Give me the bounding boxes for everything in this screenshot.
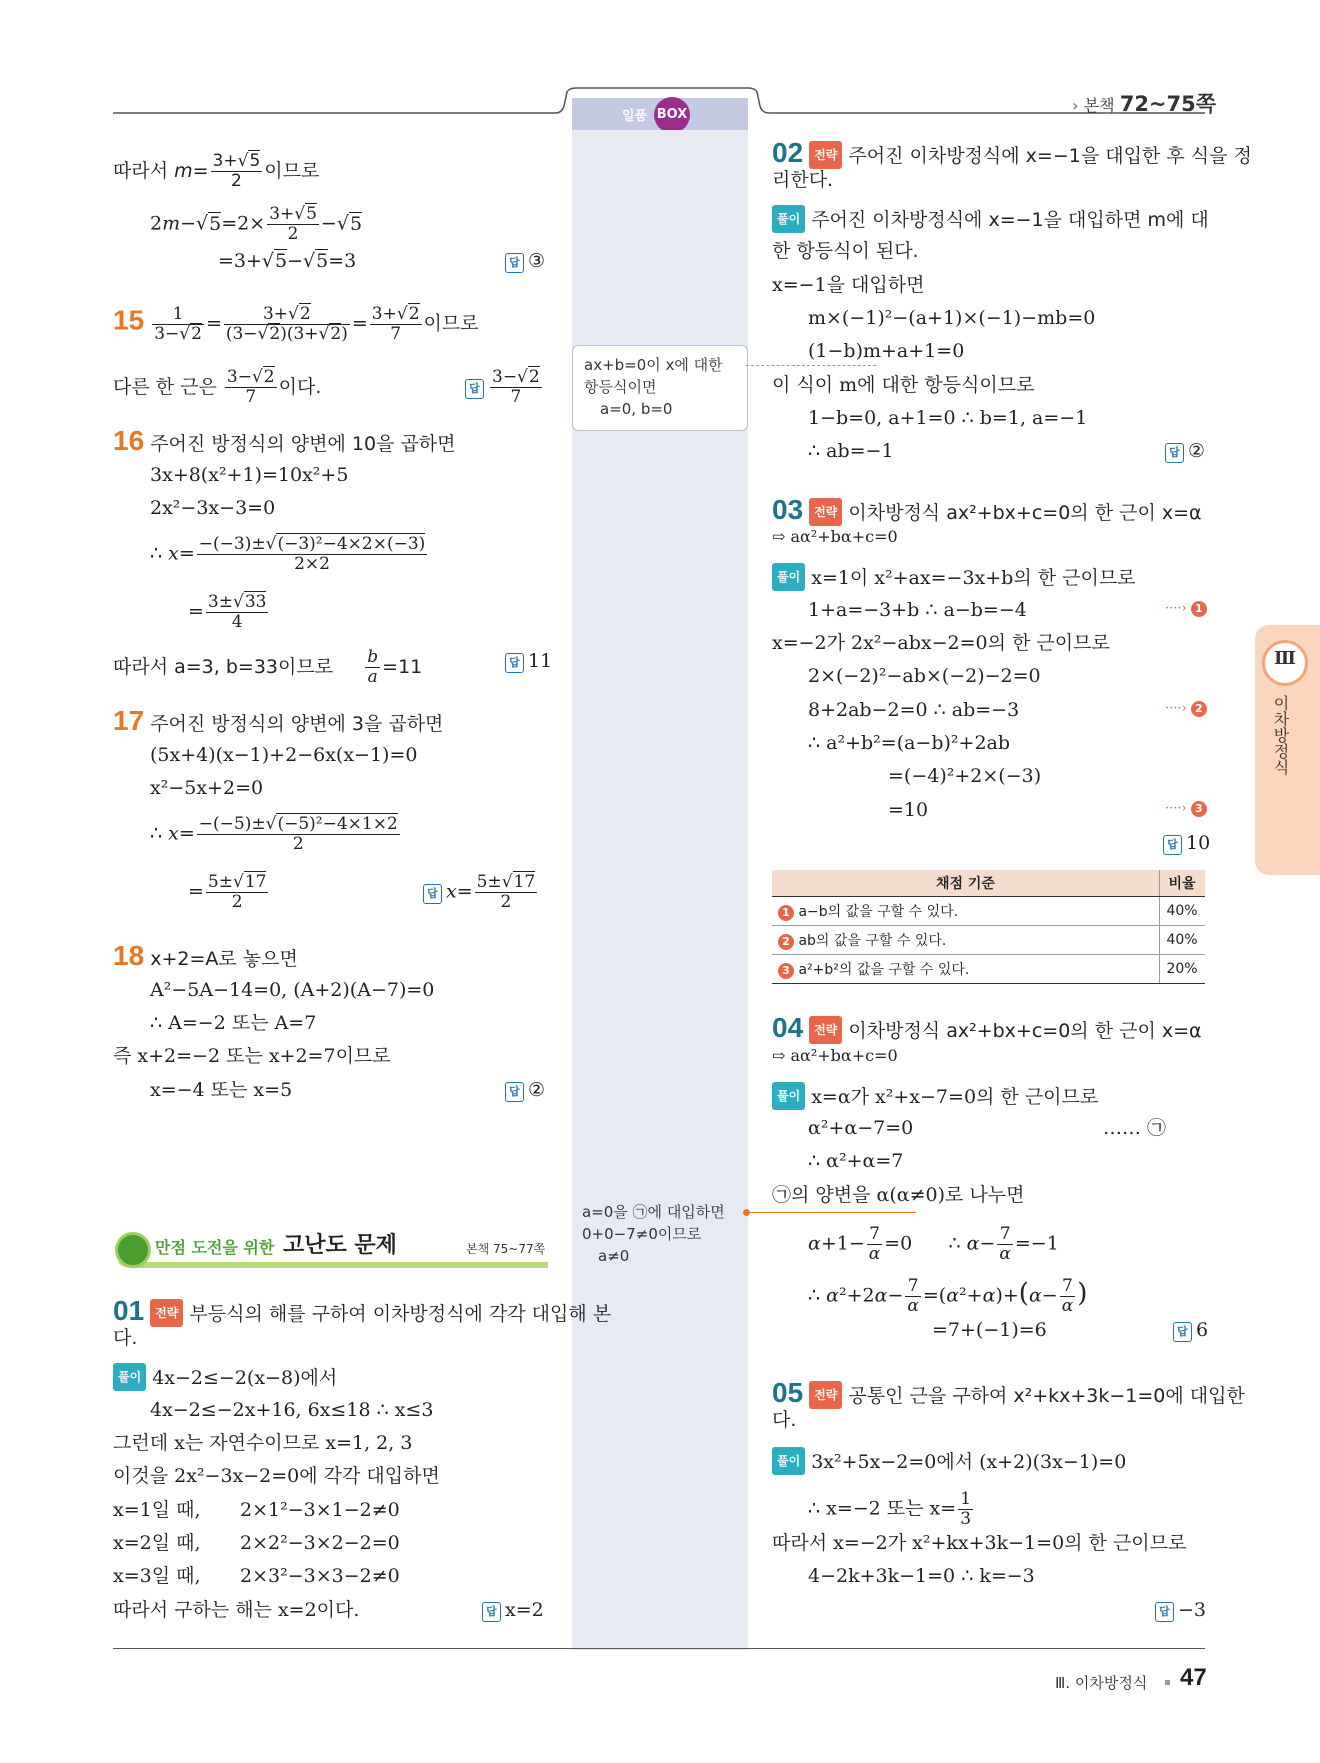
bullet-icon — [115, 1232, 151, 1268]
p03-answer: 답 10 — [1163, 830, 1210, 856]
p04-e2: ∴ α²+α=7 — [808, 1150, 904, 1172]
p16-eq4: = $\frac{3\pm√33}{4}$ — [188, 592, 267, 632]
challenge-ref: 본책 75~77쪽 — [466, 1242, 546, 1256]
box-label-pre: 일품 — [622, 109, 648, 124]
chapter-label: 이차방정식 — [1271, 695, 1290, 775]
p14-line1: 따라서 m= $\frac{3+√5}{2}$ 이므로 — [113, 151, 320, 191]
p02-answer: 답 ② — [1165, 438, 1205, 464]
p14-line2: 2m−√5=2× $\frac{3+√5}{2}$ −√5 — [150, 204, 363, 244]
strategy-tag: 전략 — [150, 1299, 183, 1327]
c01-strategy: 01 전략 부등식의 해를 구하여 이차방정식에 각각 대입해 본 — [113, 1295, 612, 1326]
book-ref: › 본책 72~75쪽 — [1072, 92, 1217, 116]
p18-intro: 18 x+2=A로 놓으면 — [113, 940, 298, 971]
c01-l8: 따라서 구하는 해는 x=2이다. — [113, 1599, 360, 1621]
page-number: 47 — [1180, 1664, 1207, 1691]
c01-l3: 그런데 x는 자연수이므로 x=1, 2, 3 — [113, 1432, 413, 1454]
p02-s4: 이 식이 m에 대한 항등식이므로 — [772, 374, 1035, 396]
p03-e6: =10 — [888, 799, 929, 821]
p14-answer: 답 ③ — [505, 248, 545, 274]
strategy-tag: 전략 — [809, 141, 842, 169]
note2-line1: a=0을 ㉠에 대입하면 — [582, 1203, 725, 1221]
p02-e2: (1−b)m+a+1=0 — [808, 340, 965, 362]
challenge-title: 고난도 문제 — [283, 1233, 397, 1258]
p16-intro: 16 주어진 방정식의 양변에 10을 곱하면 — [113, 425, 456, 456]
c01-l7: x=3일 때, — [113, 1565, 201, 1587]
p16-conclusion: 따라서 a=3, b=33이므로 $\frac{b}{a}$ =11 — [113, 647, 423, 687]
strategy-tag: 전략 — [809, 498, 842, 526]
p04-s1: 풀이 x=α가 x²+x−7=0의 한 근이므로 — [772, 1082, 1098, 1110]
solution-tag: 풀이 — [772, 1447, 805, 1475]
note1-line2: 항등식이면 — [584, 378, 657, 396]
table-header: 채점 기준 — [772, 870, 1160, 897]
chapter-roman: Ⅲ — [1274, 648, 1296, 669]
problem-number: 18 — [113, 940, 145, 971]
solution-tag: 풀이 — [772, 1082, 805, 1110]
problem-number: 17 — [113, 705, 145, 736]
table-row: 3 a²+b²의 값을 구할 수 있다. 20% — [772, 955, 1205, 984]
problem-number: 02 — [772, 137, 804, 168]
c01-l6: x=2일 때, — [113, 1532, 201, 1554]
problem-number: 15 — [113, 304, 145, 336]
p15-line1: 15 $\frac{1}{3-√2}$ = $\frac{3+√2}{(3-√2)(3+√2)}$ = $\frac{3+√2}{7}$ 이므로 — [113, 304, 479, 344]
c01-l1: 풀이 4x−2≤−2(x−8)에서 — [113, 1363, 337, 1391]
table-header: 비율 — [1160, 870, 1206, 897]
note1-line1: ax+b=0이 x에 대한 — [584, 356, 723, 374]
p05-s1: 풀이 3x²+5x−2=0에서 (x+2)(3x−1)=0 — [772, 1447, 1126, 1475]
p04-strategy: 04 전략 이차방정식 ax²+bx+c=0의 한 근이 x=α — [772, 1012, 1202, 1043]
p04-e3: α+1− $\frac{7}{\alpha}$ =0 ∴ α− $\frac{7}{\alpha}$ =−1 — [808, 1224, 1059, 1264]
p03-e1: 1+a=−3+b ∴ a−b=−4 — [808, 599, 1027, 621]
p17-eq2: x²−5x+2=0 — [150, 777, 264, 799]
table-row: 1 a−b의 값을 구할 수 있다. 40% — [772, 897, 1205, 926]
p17-answer: 답 x= $\frac{5\pm√17}{2}$ — [423, 873, 539, 912]
p02-strategy2: 리한다. — [772, 169, 834, 191]
solution-tag: 풀이 — [772, 563, 805, 591]
p17-intro: 17 주어진 방정식의 양변에 3을 곱하면 — [113, 705, 444, 736]
c01-l7b: 2×3²−3×3−2≠0 — [240, 1565, 400, 1587]
p05-e1: ∴ x=−2 또는 x= $\frac{1}{3}$ — [808, 1489, 972, 1529]
p02-s1: 풀이 주어진 이차방정식에 x=−1을 대입하면 m에 대 — [772, 205, 1209, 233]
c01-l5b: 2×1²−3×1−2≠0 — [240, 1499, 400, 1521]
solution-tag: 풀이 — [113, 1363, 146, 1391]
p02-e1: m×(−1)²−(a+1)×(−1)−mb=0 — [808, 307, 1096, 329]
c01-l5: x=1일 때, — [113, 1499, 201, 1521]
p04-s2: ㉠의 양변을 α(α≠0)로 나누면 — [772, 1184, 1025, 1206]
p05-answer: 답 −3 — [1155, 1597, 1206, 1623]
p05-e2: 4−2k+3k−1=0 ∴ k=−3 — [808, 1565, 1035, 1587]
p16-answer: 답 11 — [505, 648, 552, 674]
p02-s3: x=−1을 대입하면 — [772, 274, 925, 296]
solution-tag: 풀이 — [772, 205, 805, 233]
p03-e3: 8+2ab−2=0 ∴ ab=−3 — [808, 699, 1020, 721]
problem-number: 16 — [113, 425, 145, 456]
p03-e2: 2×(−2)²−ab×(−2)−2=0 — [808, 665, 1041, 687]
p04-e1-mark: …… ㉠ — [1103, 1117, 1167, 1139]
p02-e3: 1−b=0, a+1=0 ∴ b=1, a=−1 — [808, 407, 1088, 429]
p02-strategy: 02 전략 주어진 이차방정식에 x=−1을 대입한 후 식을 정 — [772, 137, 1252, 168]
problem-number: 01 — [113, 1295, 145, 1326]
problem-number: 05 — [772, 1377, 804, 1408]
p04-answer: 답 6 — [1173, 1317, 1208, 1343]
p05-strategy2: 다. — [772, 1409, 797, 1431]
p05-strategy: 05 전략 공통인 근을 구하여 x²+kx+3k−1=0에 대입한 — [772, 1377, 1245, 1408]
problem-number: 04 — [772, 1012, 804, 1043]
p05-s2: 따라서 x=−2가 x²+kx+3k−1=0의 한 근이므로 — [772, 1532, 1187, 1554]
score-mark-1: ····› 1 — [1165, 601, 1207, 617]
p03-e4: ∴ a²+b²=(a−b)²+2ab — [808, 732, 1011, 754]
score-mark-2: ····› 2 — [1165, 701, 1207, 717]
box-badge: BOX — [654, 97, 690, 133]
note1-connector — [746, 365, 876, 366]
p18-eq1: A²−5A−14=0, (A+2)(A−7)=0 — [150, 979, 435, 1001]
chevron-right-icon: › — [1072, 96, 1079, 115]
note2-connector — [746, 1212, 916, 1213]
p18-eq2: ∴ A=−2 또는 A=7 — [150, 1012, 317, 1034]
p15-line2: 다른 한 근은 $\frac{3-√2}{7}$ 이다. — [113, 367, 322, 407]
p18-answer: 답 ② — [505, 1077, 545, 1103]
c01-answer: 답 x=2 — [482, 1597, 544, 1623]
p17-eq4: = $\frac{5\pm√17}{2}$ — [188, 872, 267, 912]
scoring-table — [772, 870, 1205, 984]
p17-eq3: ∴ x= $\frac{\text{−(−5)±√(−5)²−4×1×2}}{2}$ — [150, 814, 398, 854]
p02-e4: ∴ ab=−1 — [808, 440, 894, 462]
note1-line3: a=0, b=0 — [600, 400, 673, 418]
p14-line3: =3+√5−√5=3 — [218, 250, 357, 272]
footer-rule — [113, 1648, 1205, 1649]
strategy-tag: 전략 — [809, 1016, 842, 1044]
strategy-tag: 전략 — [809, 1381, 842, 1409]
p03-e5: =(−4)²+2×(−3) — [888, 765, 1042, 787]
p04-e5: =7+(−1)=6 — [932, 1319, 1047, 1341]
c01-l4: 이것을 2x²−3x−2=0에 각각 대입하면 — [113, 1465, 440, 1487]
table-row: 2 ab의 값을 구할 수 있다. 40% — [772, 926, 1205, 955]
p04-e1: α²+α−7=0 — [808, 1117, 914, 1139]
problem-number: 03 — [772, 494, 804, 525]
p03-strategy2: ⇨ aα²+bα+c=0 — [772, 527, 898, 546]
c01-l2: 4x−2≤−2x+16, 6x≤18 ∴ x≤3 — [150, 1399, 434, 1421]
p15-answer: 답 $\frac{3-√2}{7}$ — [465, 368, 544, 407]
p17-eq1: (5x+4)(x−1)+2−6x(x−1)=0 — [150, 744, 418, 766]
c01-l6b: 2×2²−3×2−2=0 — [240, 1532, 400, 1554]
note2-line3: a≠0 — [598, 1247, 630, 1265]
p03-s1: 풀이 x=1이 x²+ax=−3x+b의 한 근이므로 — [772, 563, 1136, 591]
c01-strategy2: 다. — [113, 1327, 138, 1349]
p04-strategy2: ⇨ aα²+bα+c=0 — [772, 1046, 898, 1065]
p03-s2: x=−2가 2x²−abx−2=0의 한 근이므로 — [772, 632, 1110, 654]
score-mark-3: ····› 3 — [1165, 801, 1207, 817]
p04-e4: ∴ α²+2α− $\frac{7}{\alpha}$ =(α²+α)+(α− $\frac{7}{\alpha}$ ) — [808, 1276, 1088, 1316]
p03-strategy: 03 전략 이차방정식 ax²+bx+c=0의 한 근이 x=α — [772, 494, 1202, 525]
challenge-pre: 만점 도전을 위한 — [155, 1238, 275, 1257]
p18-eq3: 즉 x+2=−2 또는 x+2=7이므로 — [113, 1045, 391, 1067]
footer-chapter: Ⅲ. 이차방정식 — [1055, 1674, 1148, 1692]
p18-eq4: x=−4 또는 x=5 — [150, 1079, 293, 1101]
p16-eq3: ∴ x= $\frac{\text{−(−3)±√(−3)²−4×2×(−3)}}{2\times 2}$ — [150, 534, 426, 574]
p02-s2: 한 항등식이 된다. — [772, 240, 919, 262]
p16-eq1: 3x+8(x²+1)=10x²+5 — [150, 464, 349, 486]
note2-line2: 0+0−7≠0이므로 — [582, 1225, 702, 1243]
p16-eq2: 2x²−3x−3=0 — [150, 497, 276, 519]
